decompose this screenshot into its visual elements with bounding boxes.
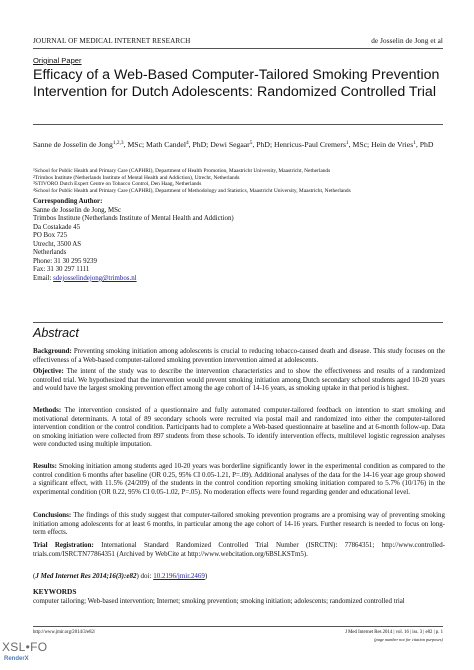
- doi-link[interactable]: 10.2196/jmir.2469: [153, 572, 205, 580]
- section-text: The findings of this study suggest that computer-tailored smoking prevention programs are a promising way of preventing smoking initiation among adolescents for at least 6 months, in particular among the age cohort of 14-16 years. Further research is needed to focus on long-term effects.: [33, 511, 445, 537]
- corresponding-line: Sanne de Josselin de Jong, MSc: [33, 206, 122, 214]
- affiliation-number: 2: [33, 174, 35, 179]
- author-affil-sup: 5: [249, 140, 253, 146]
- author-degree: , MSc;: [123, 140, 147, 149]
- affiliation-text: Trimbos Institute (Netherlands Institute of Mental Health and Addiction), Utrecht, Netherlands: [34, 174, 240, 181]
- citation-paren: (: [33, 572, 36, 580]
- footer-page-note: (page number not for citation purposes): [374, 637, 443, 642]
- author-affil-sup: 1: [345, 140, 349, 146]
- citation-paren: ): [204, 572, 208, 580]
- citation-line: [33, 572, 207, 580]
- affiliation-number: 1: [33, 168, 35, 172]
- keywords-text: computer tailoring; Web-based intervention; Internet; smoking prevention; smoking initiation; adolescents; randomized controlled trial: [33, 598, 405, 605]
- footer-url[interactable]: http://www.jmir.org/2014/3/e82/: [33, 630, 96, 635]
- author-name: Math Candel: [146, 140, 186, 149]
- affiliation-number: 4: [33, 187, 35, 192]
- corresponding-line: Trimbos Institute (Netherlands Institute of Mental Health and Addiction): [33, 215, 234, 223]
- affiliation-text: School for Public Health and Primary Care (CAPHRI), Department of Health Promotion, Maastricht University, Maastricht, Netherlands: [34, 168, 331, 174]
- abstract-heading: Abstract: [33, 326, 79, 340]
- section-label: Trial Registration:: [33, 541, 94, 549]
- author-degree: , PhD;: [188, 140, 211, 149]
- affiliation-number: 3: [33, 181, 35, 185]
- footer-journal-info: J Med Internet Res 2014 | vol. 16 | iss. 3 | e82 | p. 1: [345, 630, 443, 635]
- abstract-background: [33, 347, 445, 364]
- section-label: Conclusions:: [33, 511, 72, 519]
- title-line-2: Intervention for Dutch Adolescents: Randomized Controlled Trial: [33, 84, 436, 100]
- author-affil-sup: 1,2,3: [112, 140, 124, 146]
- section-label: Objective:: [33, 367, 64, 375]
- author-degree: , PhD;: [252, 140, 275, 149]
- corresponding-line: Netherlands: [33, 249, 67, 257]
- abstract-trial-registration: [33, 541, 445, 558]
- author-name: Dewi Segaar: [210, 140, 250, 149]
- citation-journal: J Med Internet Res 2014;16(3):e82: [35, 572, 137, 580]
- xslfo-watermark: XSL•FO: [2, 640, 48, 654]
- renderx-watermark: RenderX: [4, 656, 29, 662]
- email-label: Email:: [33, 274, 54, 282]
- affiliation: [33, 181, 453, 187]
- author-degree: , MSc;: [348, 140, 372, 149]
- author-name: Henricus-Paul Cremers: [274, 140, 346, 149]
- abstract-methods: [33, 406, 445, 449]
- author-affil-sup: 4: [185, 140, 189, 146]
- corresponding-line: PO Box 725: [33, 232, 68, 240]
- corresponding-line: Phone: 31 30 295 9239: [33, 257, 97, 265]
- affiliation-text: School for Public Health and Primary Care (CAPHRI), Department of Methodology and Statistics, Maastricht University, Maastricht, Netherlands: [34, 187, 351, 194]
- header-rule: [33, 48, 443, 49]
- author-degree: , PhD: [415, 140, 434, 149]
- email-row: [33, 275, 234, 284]
- title-line-1: Efficacy of a Web-Based Computer-Tailored Smoking Prevention: [33, 67, 440, 83]
- author-name: Sanne de Josselin de Jong: [33, 140, 113, 149]
- article-type: Original Paper: [33, 56, 82, 65]
- author-list: [33, 139, 445, 151]
- section-text: Smoking initiation among students aged 10-20 years was borderline significantly lower in the experimental condition as compared to the control condition 6 months after baseline (OR 0.25, 95% CI 0.05-1.21, P=.09). Additional analyses of the data for the 14-16 year age group showed a significant effect, with 11.5% (24/209) of the students in the control condition reporting smoking initiation compared to 5.7% (10/176) in the experimental condition (OR 0.22, 95% CI 0.05-1.02, P=.05). No moderation effects were found regarding gender and educational level.: [33, 462, 445, 496]
- abstract-conclusions: [33, 511, 445, 537]
- corresponding-heading: Corresponding Author:: [33, 198, 103, 205]
- section-text: The intent of the study was to describe the intervention characteristics and to show the effectiveness and results of a randomized controlled trial. We hypothesized that the intervention would prevent smoking initiation among Dutch secondary school students aged 10-20 years and would have the largest smoking prevention effect among the age cohort of 14-16 years, as smoking uptake in that period is highest.: [33, 367, 446, 393]
- journal-header: JOURNAL OF MEDICAL INTERNET RESEARCH: [33, 37, 191, 45]
- author-name: Hein de Vries: [371, 140, 414, 149]
- citation-doi-label: ) doi:: [136, 572, 154, 580]
- section-label: Results:: [33, 462, 57, 470]
- section-text: The intervention consisted of a questionnaire and fully automated computer-tailored feedback on intention to start smoking and motivational determinants. A total of 89 secondary schools were recruited via postal mail and randomized into either the computer-tailored intervention condition or the control condition. Participants had to complete a Web-based questionnaire at baseline and at 6-month follow-up. Data on smoking initiation were collected from 897 students from these schools. To identify intervention effects, multilevel logistic regression analyses were conducted using multiple imputation.: [33, 406, 445, 449]
- corresponding-author: [33, 198, 234, 283]
- affiliation: [33, 168, 453, 174]
- affiliation: [33, 175, 453, 181]
- author-affil-sup: 1: [413, 140, 416, 146]
- corresponding-line: Utrecht, 3500 AS: [33, 240, 82, 248]
- email-link[interactable]: sdejosselindejong@trimbos.nl: [53, 274, 137, 282]
- corresponding-line: Fax: 31 30 297 1111: [33, 266, 90, 274]
- affiliation-text: STIVORO Dutch Expert Centre on Tobacco Control, Den Haag, Netherlands: [34, 181, 202, 187]
- title-rule: [33, 124, 443, 125]
- footer-rule: [33, 626, 443, 627]
- abstract-objective: [33, 367, 445, 393]
- section-label: Methods:: [33, 406, 62, 414]
- section-label: Background:: [33, 347, 72, 355]
- running-authors: de Josselin de Jong et al: [371, 37, 443, 45]
- corresponding-line: Da Costakade 45: [33, 223, 81, 231]
- abstract-rule: [33, 322, 443, 323]
- paper-title: [33, 67, 453, 101]
- section-text: International Standard Randomized Controlled Trial Number (ISRCTN): 77864351; http://www.controlled-trials.com/ISRCTN77864351 (Archived by WebCite at http://www.webcitation.org/6BSLKSTm5).: [33, 541, 445, 558]
- affiliation: [33, 188, 453, 194]
- abstract-results: [33, 462, 445, 496]
- section-text: Preventing smoking initiation among adolescents is crucial to reducing tobacco-caused death and disease. This study focuses on the effectiveness of a Web-based computer-tailored smoking prevention intervention aimed at adolescents.: [33, 347, 445, 364]
- keywords-heading: KEYWORDS: [33, 587, 77, 596]
